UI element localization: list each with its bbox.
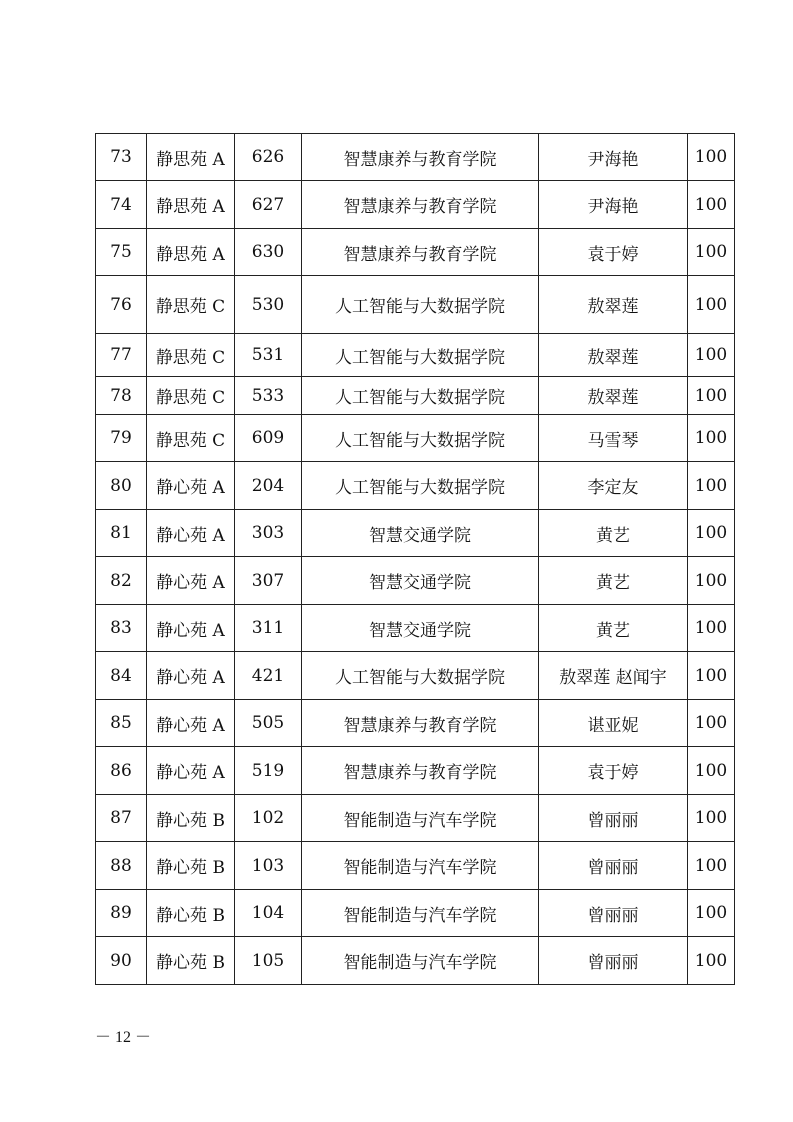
responsible-person-cell: 敖翠莲 (539, 276, 688, 334)
table-row (96, 557, 735, 605)
table-row (96, 134, 735, 181)
row-number-cell: 77 (96, 334, 147, 377)
score-cell: 100 (688, 276, 735, 334)
row-number-cell: 76 (96, 276, 147, 334)
row-number-cell: 78 (96, 377, 147, 415)
score-cell: 100 (688, 652, 735, 700)
score-cell: 100 (688, 890, 735, 937)
row-number-cell: 74 (96, 181, 147, 229)
room-number-cell: 533 (235, 377, 302, 415)
score-cell: 100 (688, 747, 735, 795)
responsible-person-cell: 袁于婷 (539, 229, 688, 276)
responsible-person-cell: 尹海艳 (539, 181, 688, 229)
room-number-cell: 303 (235, 510, 302, 557)
building-cell: 静心苑 B (147, 842, 235, 890)
college-cell: 智慧康养与教育学院 (302, 229, 539, 276)
college-cell: 人工智能与大数据学院 (302, 415, 539, 462)
college-cell: 智能制造与汽车学院 (302, 937, 539, 985)
table-row (96, 795, 735, 842)
row-number-cell: 90 (96, 937, 147, 985)
room-number-cell: 103 (235, 842, 302, 890)
building-cell: 静心苑 A (147, 462, 235, 510)
building-cell: 静思苑 A (147, 229, 235, 276)
building-cell: 静心苑 A (147, 557, 235, 605)
table-row (96, 462, 735, 510)
responsible-person-cell: 马雪琴 (539, 415, 688, 462)
room-number-cell: 626 (235, 134, 302, 181)
building-cell: 静思苑 A (147, 181, 235, 229)
building-cell: 静心苑 B (147, 937, 235, 985)
table-body (96, 134, 735, 985)
responsible-person-cell: 袁于婷 (539, 747, 688, 795)
college-cell: 智慧交通学院 (302, 605, 539, 652)
college-cell: 智慧康养与教育学院 (302, 700, 539, 747)
responsible-person-cell: 曾丽丽 (539, 890, 688, 937)
room-number-cell: 505 (235, 700, 302, 747)
room-number-cell: 630 (235, 229, 302, 276)
row-number-cell: 89 (96, 890, 147, 937)
score-cell: 100 (688, 181, 735, 229)
row-number-cell: 82 (96, 557, 147, 605)
college-cell: 人工智能与大数据学院 (302, 652, 539, 700)
page-number: － 12 － (95, 1029, 152, 1046)
table-row (96, 890, 735, 937)
row-number-cell: 86 (96, 747, 147, 795)
building-cell: 静思苑 C (147, 276, 235, 334)
dormitory-score-table (95, 133, 735, 985)
room-number-cell: 609 (235, 415, 302, 462)
college-cell: 智慧康养与教育学院 (302, 134, 539, 181)
building-cell: 静心苑 A (147, 747, 235, 795)
score-cell: 100 (688, 605, 735, 652)
row-number-cell: 73 (96, 134, 147, 181)
table-row (96, 415, 735, 462)
table-row (96, 700, 735, 747)
table-row (96, 181, 735, 229)
responsible-person-cell: 敖翠莲 赵闻宇 (539, 652, 688, 700)
table-row (96, 937, 735, 985)
college-cell: 智能制造与汽车学院 (302, 890, 539, 937)
building-cell: 静心苑 B (147, 795, 235, 842)
college-cell: 人工智能与大数据学院 (302, 462, 539, 510)
responsible-person-cell: 谌亚妮 (539, 700, 688, 747)
room-number-cell: 102 (235, 795, 302, 842)
college-cell: 智能制造与汽车学院 (302, 795, 539, 842)
responsible-person-cell: 尹海艳 (539, 134, 688, 181)
score-cell: 100 (688, 334, 735, 377)
score-cell: 100 (688, 557, 735, 605)
building-cell: 静思苑 C (147, 377, 235, 415)
responsible-person-cell: 曾丽丽 (539, 842, 688, 890)
table-row (96, 747, 735, 795)
table-row (96, 605, 735, 652)
table-row (96, 510, 735, 557)
responsible-person-cell: 敖翠莲 (539, 334, 688, 377)
room-number-cell: 531 (235, 334, 302, 377)
score-cell: 100 (688, 134, 735, 181)
college-cell: 人工智能与大数据学院 (302, 377, 539, 415)
building-cell: 静心苑 B (147, 890, 235, 937)
table-row (96, 652, 735, 700)
table-row (96, 377, 735, 415)
building-cell: 静思苑 A (147, 134, 235, 181)
responsible-person-cell: 曾丽丽 (539, 795, 688, 842)
college-cell: 人工智能与大数据学院 (302, 276, 539, 334)
room-number-cell: 627 (235, 181, 302, 229)
score-cell: 100 (688, 700, 735, 747)
row-number-cell: 81 (96, 510, 147, 557)
room-number-cell: 421 (235, 652, 302, 700)
college-cell: 人工智能与大数据学院 (302, 334, 539, 377)
building-cell: 静心苑 A (147, 605, 235, 652)
row-number-cell: 84 (96, 652, 147, 700)
room-number-cell: 311 (235, 605, 302, 652)
score-cell: 100 (688, 842, 735, 890)
table-row (96, 842, 735, 890)
row-number-cell: 85 (96, 700, 147, 747)
building-cell: 静心苑 A (147, 700, 235, 747)
room-number-cell: 519 (235, 747, 302, 795)
room-number-cell: 105 (235, 937, 302, 985)
building-cell: 静思苑 C (147, 334, 235, 377)
responsible-person-cell: 黄艺 (539, 605, 688, 652)
building-cell: 静思苑 C (147, 415, 235, 462)
responsible-person-cell: 曾丽丽 (539, 937, 688, 985)
row-number-cell: 79 (96, 415, 147, 462)
row-number-cell: 75 (96, 229, 147, 276)
responsible-person-cell: 黄艺 (539, 557, 688, 605)
table-row (96, 229, 735, 276)
row-number-cell: 87 (96, 795, 147, 842)
score-cell: 100 (688, 937, 735, 985)
row-number-cell: 80 (96, 462, 147, 510)
college-cell: 智慧康养与教育学院 (302, 747, 539, 795)
row-number-cell: 88 (96, 842, 147, 890)
score-cell: 100 (688, 795, 735, 842)
room-number-cell: 204 (235, 462, 302, 510)
college-cell: 智能制造与汽车学院 (302, 842, 539, 890)
responsible-person-cell: 黄艺 (539, 510, 688, 557)
college-cell: 智慧交通学院 (302, 510, 539, 557)
table-row (96, 276, 735, 334)
score-cell: 100 (688, 415, 735, 462)
responsible-person-cell: 敖翠莲 (539, 377, 688, 415)
responsible-person-cell: 李定友 (539, 462, 688, 510)
score-cell: 100 (688, 510, 735, 557)
building-cell: 静心苑 A (147, 510, 235, 557)
building-cell: 静心苑 A (147, 652, 235, 700)
table-row (96, 334, 735, 377)
score-cell: 100 (688, 462, 735, 510)
room-number-cell: 530 (235, 276, 302, 334)
row-number-cell: 83 (96, 605, 147, 652)
college-cell: 智慧交通学院 (302, 557, 539, 605)
score-cell: 100 (688, 229, 735, 276)
room-number-cell: 104 (235, 890, 302, 937)
score-cell: 100 (688, 377, 735, 415)
college-cell: 智慧康养与教育学院 (302, 181, 539, 229)
room-number-cell: 307 (235, 557, 302, 605)
